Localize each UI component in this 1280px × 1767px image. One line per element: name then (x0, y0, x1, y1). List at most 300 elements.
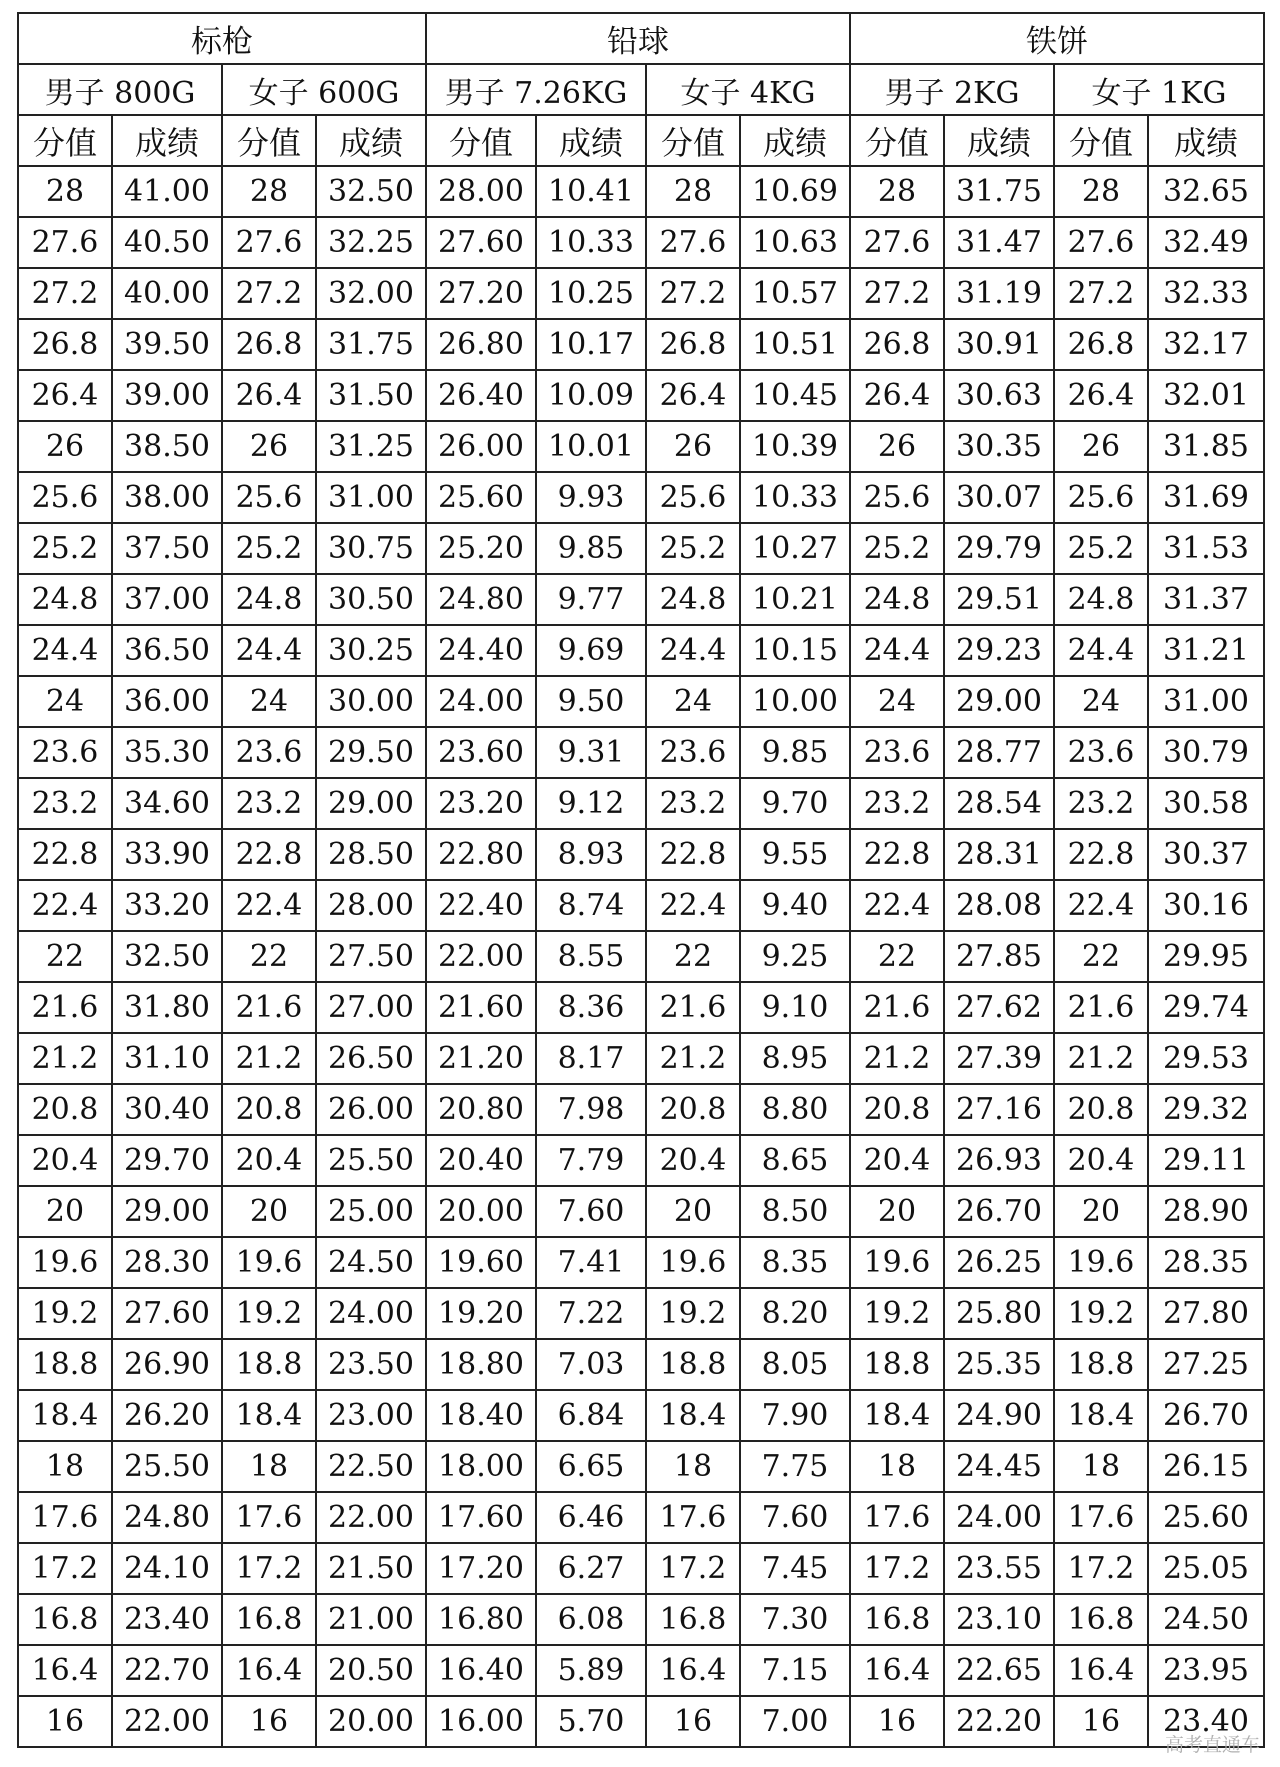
score-cell: 20.8 (646, 1084, 740, 1135)
score-conversion-table (17, 12, 1265, 1748)
score-cell: 22.4 (850, 880, 944, 931)
score-cell: 20.80 (426, 1084, 536, 1135)
result-cell: 31.85 (1148, 421, 1264, 472)
score-cell: 18.8 (850, 1339, 944, 1390)
score-cell: 16.4 (646, 1645, 740, 1696)
score-cell: 25.60 (426, 472, 536, 523)
table-row (18, 1135, 1264, 1186)
result-cell: 10.21 (740, 574, 850, 625)
result-cell: 36.50 (112, 625, 222, 676)
result-cell: 27.60 (112, 1288, 222, 1339)
table-row (18, 268, 1264, 319)
score-cell: 19.2 (222, 1288, 316, 1339)
score-cell: 19.20 (426, 1288, 536, 1339)
score-cell: 28 (222, 166, 316, 217)
score-cell: 22.4 (646, 880, 740, 931)
result-cell: 32.50 (112, 931, 222, 982)
score-cell: 24.4 (222, 625, 316, 676)
result-cell: 9.85 (536, 523, 646, 574)
score-cell: 19.6 (18, 1237, 112, 1288)
result-cell: 30.58 (1148, 778, 1264, 829)
result-cell: 29.00 (316, 778, 426, 829)
score-cell: 23.6 (646, 727, 740, 778)
result-cell: 29.00 (944, 676, 1054, 727)
result-cell: 31.47 (944, 217, 1054, 268)
score-cell: 22.40 (426, 880, 536, 931)
result-cell: 30.63 (944, 370, 1054, 421)
score-cell: 17.2 (1054, 1543, 1148, 1594)
result-cell: 26.70 (1148, 1390, 1264, 1441)
score-cell: 28 (1054, 166, 1148, 217)
result-cell: 30.16 (1148, 880, 1264, 931)
result-cell: 23.50 (316, 1339, 426, 1390)
score-cell: 18.4 (222, 1390, 316, 1441)
event-header-discus: 铁饼 (850, 13, 1264, 64)
score-cell: 27.6 (1054, 217, 1148, 268)
group-header-shot-women: 女子 4KG (646, 64, 850, 115)
result-cell: 41.00 (112, 166, 222, 217)
score-cell: 18 (222, 1441, 316, 1492)
table-row (18, 1594, 1264, 1645)
score-cell: 26.8 (850, 319, 944, 370)
group-header-discus-women: 女子 1KG (1054, 64, 1264, 115)
result-cell: 23.40 (1148, 1696, 1264, 1747)
table-row (18, 778, 1264, 829)
score-cell: 20 (850, 1186, 944, 1237)
score-cell: 22.8 (646, 829, 740, 880)
result-cell: 7.98 (536, 1084, 646, 1135)
result-cell: 40.50 (112, 217, 222, 268)
result-cell: 40.00 (112, 268, 222, 319)
score-cell: 22.8 (222, 829, 316, 880)
score-cell: 26 (18, 421, 112, 472)
table-row (18, 1543, 1264, 1594)
result-cell: 8.65 (740, 1135, 850, 1186)
score-cell: 23.2 (1054, 778, 1148, 829)
score-cell: 23.2 (222, 778, 316, 829)
result-cell: 29.95 (1148, 931, 1264, 982)
result-cell: 31.75 (944, 166, 1054, 217)
event-header-row (18, 13, 1264, 64)
event-header-shot-put: 铅球 (426, 13, 850, 64)
score-cell: 18.8 (1054, 1339, 1148, 1390)
result-cell: 29.53 (1148, 1033, 1264, 1084)
result-cell: 10.17 (536, 319, 646, 370)
result-cell: 32.17 (1148, 319, 1264, 370)
result-cell: 9.31 (536, 727, 646, 778)
result-cell: 10.33 (740, 472, 850, 523)
table-row (18, 1339, 1264, 1390)
score-cell: 28 (850, 166, 944, 217)
score-cell: 26.80 (426, 319, 536, 370)
result-cell: 25.35 (944, 1339, 1054, 1390)
score-cell: 20.40 (426, 1135, 536, 1186)
score-cell: 27.2 (850, 268, 944, 319)
result-cell: 8.95 (740, 1033, 850, 1084)
score-cell: 18 (1054, 1441, 1148, 1492)
score-cell: 24.4 (1054, 625, 1148, 676)
score-cell: 28 (646, 166, 740, 217)
score-cell: 24 (18, 676, 112, 727)
result-cell: 32.65 (1148, 166, 1264, 217)
result-cell: 8.35 (740, 1237, 850, 1288)
result-cell: 31.75 (316, 319, 426, 370)
result-cell: 7.41 (536, 1237, 646, 1288)
result-cell: 28.77 (944, 727, 1054, 778)
result-cell: 9.10 (740, 982, 850, 1033)
score-cell: 23.2 (646, 778, 740, 829)
table-row (18, 217, 1264, 268)
result-cell: 32.33 (1148, 268, 1264, 319)
score-cell: 21.2 (850, 1033, 944, 1084)
score-cell: 22 (222, 931, 316, 982)
result-cell: 8.50 (740, 1186, 850, 1237)
result-cell: 32.00 (316, 268, 426, 319)
score-cell: 21.6 (222, 982, 316, 1033)
score-cell: 19.60 (426, 1237, 536, 1288)
score-cell: 16.4 (222, 1645, 316, 1696)
result-cell: 31.37 (1148, 574, 1264, 625)
result-cell: 7.15 (740, 1645, 850, 1696)
score-cell: 24 (850, 676, 944, 727)
result-cell: 9.12 (536, 778, 646, 829)
result-cell: 25.05 (1148, 1543, 1264, 1594)
result-cell: 25.50 (112, 1441, 222, 1492)
result-cell: 10.69 (740, 166, 850, 217)
score-cell: 16 (18, 1696, 112, 1747)
result-cell: 23.40 (112, 1594, 222, 1645)
result-cell: 8.05 (740, 1339, 850, 1390)
score-cell: 24.4 (18, 625, 112, 676)
result-cell: 6.84 (536, 1390, 646, 1441)
result-cell: 27.62 (944, 982, 1054, 1033)
result-cell: 6.27 (536, 1543, 646, 1594)
score-cell: 22.4 (222, 880, 316, 931)
table-row (18, 880, 1264, 931)
result-cell: 10.57 (740, 268, 850, 319)
score-cell: 16 (222, 1696, 316, 1747)
score-cell: 26.4 (850, 370, 944, 421)
column-header-result: 成绩 (112, 115, 222, 166)
result-cell: 38.00 (112, 472, 222, 523)
result-cell: 7.30 (740, 1594, 850, 1645)
score-cell: 27.6 (18, 217, 112, 268)
score-cell: 23.2 (850, 778, 944, 829)
score-cell: 22.8 (1054, 829, 1148, 880)
result-cell: 31.80 (112, 982, 222, 1033)
result-cell: 10.00 (740, 676, 850, 727)
result-cell: 10.45 (740, 370, 850, 421)
score-cell: 20 (1054, 1186, 1148, 1237)
result-cell: 10.25 (536, 268, 646, 319)
score-cell: 20.4 (222, 1135, 316, 1186)
score-cell: 17.6 (222, 1492, 316, 1543)
table-row (18, 1441, 1264, 1492)
score-cell: 22 (850, 931, 944, 982)
score-cell: 25.2 (18, 523, 112, 574)
result-cell: 10.15 (740, 625, 850, 676)
score-cell: 18.00 (426, 1441, 536, 1492)
column-header-score: 分值 (1054, 115, 1148, 166)
score-cell: 19.2 (1054, 1288, 1148, 1339)
table-row (18, 1186, 1264, 1237)
result-cell: 32.49 (1148, 217, 1264, 268)
result-cell: 27.80 (1148, 1288, 1264, 1339)
score-cell: 18.8 (646, 1339, 740, 1390)
result-cell: 29.51 (944, 574, 1054, 625)
score-cell: 26.8 (1054, 319, 1148, 370)
result-cell: 26.70 (944, 1186, 1054, 1237)
score-cell: 26.8 (646, 319, 740, 370)
result-cell: 9.70 (740, 778, 850, 829)
score-cell: 24 (222, 676, 316, 727)
table-row (18, 472, 1264, 523)
result-cell: 8.36 (536, 982, 646, 1033)
result-cell: 22.70 (112, 1645, 222, 1696)
column-header-result: 成绩 (740, 115, 850, 166)
score-cell: 22.80 (426, 829, 536, 880)
score-cell: 19.6 (222, 1237, 316, 1288)
result-cell: 10.41 (536, 166, 646, 217)
score-cell: 25.6 (222, 472, 316, 523)
score-cell: 22 (646, 931, 740, 982)
result-cell: 8.20 (740, 1288, 850, 1339)
result-cell: 28.35 (1148, 1237, 1264, 1288)
column-header-result: 成绩 (536, 115, 646, 166)
result-cell: 25.80 (944, 1288, 1054, 1339)
result-cell: 31.69 (1148, 472, 1264, 523)
result-cell: 25.50 (316, 1135, 426, 1186)
score-cell: 21.20 (426, 1033, 536, 1084)
result-cell: 9.50 (536, 676, 646, 727)
result-cell: 8.55 (536, 931, 646, 982)
result-cell: 28.54 (944, 778, 1054, 829)
score-cell: 23.6 (18, 727, 112, 778)
result-cell: 10.51 (740, 319, 850, 370)
score-cell: 23.20 (426, 778, 536, 829)
score-cell: 24.40 (426, 625, 536, 676)
result-cell: 10.27 (740, 523, 850, 574)
result-cell: 28.50 (316, 829, 426, 880)
score-cell: 16.4 (850, 1645, 944, 1696)
score-cell: 26.4 (1054, 370, 1148, 421)
score-cell: 19.6 (646, 1237, 740, 1288)
result-cell: 29.74 (1148, 982, 1264, 1033)
score-cell: 22.4 (18, 880, 112, 931)
result-cell: 24.50 (1148, 1594, 1264, 1645)
score-cell: 27.6 (850, 217, 944, 268)
score-cell: 20.8 (18, 1084, 112, 1135)
score-cell: 24.8 (646, 574, 740, 625)
result-cell: 10.09 (536, 370, 646, 421)
result-cell: 30.50 (316, 574, 426, 625)
result-cell: 29.23 (944, 625, 1054, 676)
result-cell: 26.25 (944, 1237, 1054, 1288)
table-row (18, 1492, 1264, 1543)
result-cell: 23.00 (316, 1390, 426, 1441)
result-cell: 39.50 (112, 319, 222, 370)
score-cell: 20.4 (18, 1135, 112, 1186)
column-header-score: 分值 (426, 115, 536, 166)
score-cell: 26.8 (222, 319, 316, 370)
result-cell: 6.46 (536, 1492, 646, 1543)
score-cell: 16.8 (222, 1594, 316, 1645)
score-cell: 23.60 (426, 727, 536, 778)
result-cell: 29.11 (1148, 1135, 1264, 1186)
score-cell: 21.2 (1054, 1033, 1148, 1084)
score-cell: 24.8 (1054, 574, 1148, 625)
result-cell: 27.00 (316, 982, 426, 1033)
result-cell: 29.50 (316, 727, 426, 778)
column-header-score: 分值 (222, 115, 316, 166)
score-cell: 22 (18, 931, 112, 982)
score-cell: 24.8 (222, 574, 316, 625)
table-row (18, 166, 1264, 217)
result-cell: 30.00 (316, 676, 426, 727)
score-cell: 20.00 (426, 1186, 536, 1237)
result-cell: 32.25 (316, 217, 426, 268)
score-cell: 18 (646, 1441, 740, 1492)
score-cell: 26.00 (426, 421, 536, 472)
score-cell: 22.8 (850, 829, 944, 880)
result-cell: 29.00 (112, 1186, 222, 1237)
result-cell: 28.00 (316, 880, 426, 931)
table-row (18, 370, 1264, 421)
score-cell: 16.8 (1054, 1594, 1148, 1645)
result-cell: 26.20 (112, 1390, 222, 1441)
score-cell: 25.6 (1054, 472, 1148, 523)
score-cell: 16.4 (1054, 1645, 1148, 1696)
score-cell: 19.2 (850, 1288, 944, 1339)
result-cell: 10.39 (740, 421, 850, 472)
table-row (18, 319, 1264, 370)
score-cell: 27.6 (646, 217, 740, 268)
result-cell: 9.77 (536, 574, 646, 625)
score-cell: 20.4 (646, 1135, 740, 1186)
score-cell: 27.6 (222, 217, 316, 268)
score-cell: 24.8 (18, 574, 112, 625)
result-cell: 5.70 (536, 1696, 646, 1747)
result-cell: 22.65 (944, 1645, 1054, 1696)
score-cell: 19.2 (18, 1288, 112, 1339)
group-header-javelin-men: 男子 800G (18, 64, 222, 115)
result-cell: 33.90 (112, 829, 222, 880)
result-cell: 7.03 (536, 1339, 646, 1390)
score-cell: 25.2 (646, 523, 740, 574)
result-cell: 22.00 (316, 1492, 426, 1543)
result-cell: 26.93 (944, 1135, 1054, 1186)
result-cell: 22.20 (944, 1696, 1054, 1747)
result-cell: 27.25 (1148, 1339, 1264, 1390)
group-header-row (18, 64, 1264, 115)
watermark-text: 高考直通车 (1164, 1734, 1260, 1756)
result-cell: 31.00 (316, 472, 426, 523)
result-cell: 27.39 (944, 1033, 1054, 1084)
result-cell: 30.35 (944, 421, 1054, 472)
score-cell: 16.80 (426, 1594, 536, 1645)
result-cell: 10.63 (740, 217, 850, 268)
result-cell: 27.50 (316, 931, 426, 982)
score-cell: 17.60 (426, 1492, 536, 1543)
result-cell: 20.50 (316, 1645, 426, 1696)
score-cell: 21.2 (18, 1033, 112, 1084)
score-cell: 24 (1054, 676, 1148, 727)
column-header-score: 分值 (18, 115, 112, 166)
result-cell: 29.32 (1148, 1084, 1264, 1135)
score-cell: 21.60 (426, 982, 536, 1033)
score-cell: 24 (646, 676, 740, 727)
result-cell: 31.21 (1148, 625, 1264, 676)
score-cell: 16.8 (18, 1594, 112, 1645)
result-cell: 29.79 (944, 523, 1054, 574)
table-row (18, 574, 1264, 625)
score-cell: 27.2 (18, 268, 112, 319)
result-cell: 27.16 (944, 1084, 1054, 1135)
score-cell: 18.40 (426, 1390, 536, 1441)
result-cell: 30.25 (316, 625, 426, 676)
result-cell: 38.50 (112, 421, 222, 472)
table-row (18, 982, 1264, 1033)
result-cell: 33.20 (112, 880, 222, 931)
score-cell: 26 (222, 421, 316, 472)
score-cell: 25.6 (18, 472, 112, 523)
score-cell: 27.60 (426, 217, 536, 268)
result-cell: 21.50 (316, 1543, 426, 1594)
score-cell: 17.2 (646, 1543, 740, 1594)
result-cell: 31.25 (316, 421, 426, 472)
table-row (18, 421, 1264, 472)
score-cell: 17.6 (646, 1492, 740, 1543)
result-cell: 22.00 (112, 1696, 222, 1747)
result-cell: 6.08 (536, 1594, 646, 1645)
score-cell: 21.6 (850, 982, 944, 1033)
event-header-javelin: 标枪 (18, 13, 426, 64)
result-cell: 7.45 (740, 1543, 850, 1594)
score-cell: 26.8 (18, 319, 112, 370)
result-cell: 26.50 (316, 1033, 426, 1084)
result-cell: 25.00 (316, 1186, 426, 1237)
score-cell: 16 (646, 1696, 740, 1747)
result-cell: 21.00 (316, 1594, 426, 1645)
result-cell: 30.40 (112, 1084, 222, 1135)
result-cell: 27.85 (944, 931, 1054, 982)
result-cell: 31.00 (1148, 676, 1264, 727)
result-cell: 10.33 (536, 217, 646, 268)
score-cell: 18.8 (222, 1339, 316, 1390)
score-cell: 17.2 (222, 1543, 316, 1594)
score-cell: 21.2 (646, 1033, 740, 1084)
result-cell: 37.50 (112, 523, 222, 574)
score-cell: 18.4 (646, 1390, 740, 1441)
score-cell: 20 (646, 1186, 740, 1237)
column-header-score: 分值 (850, 115, 944, 166)
score-cell: 27.20 (426, 268, 536, 319)
result-cell: 28.31 (944, 829, 1054, 880)
score-cell: 20 (222, 1186, 316, 1237)
table-row (18, 931, 1264, 982)
score-cell: 25.6 (646, 472, 740, 523)
result-cell: 24.90 (944, 1390, 1054, 1441)
score-cell: 22.8 (18, 829, 112, 880)
score-cell: 25.2 (850, 523, 944, 574)
result-cell: 31.50 (316, 370, 426, 421)
table-row (18, 1084, 1264, 1135)
score-cell: 20.4 (850, 1135, 944, 1186)
column-header-result: 成绩 (316, 115, 426, 166)
column-header-score: 分值 (646, 115, 740, 166)
table-row (18, 727, 1264, 778)
result-cell: 20.00 (316, 1696, 426, 1747)
